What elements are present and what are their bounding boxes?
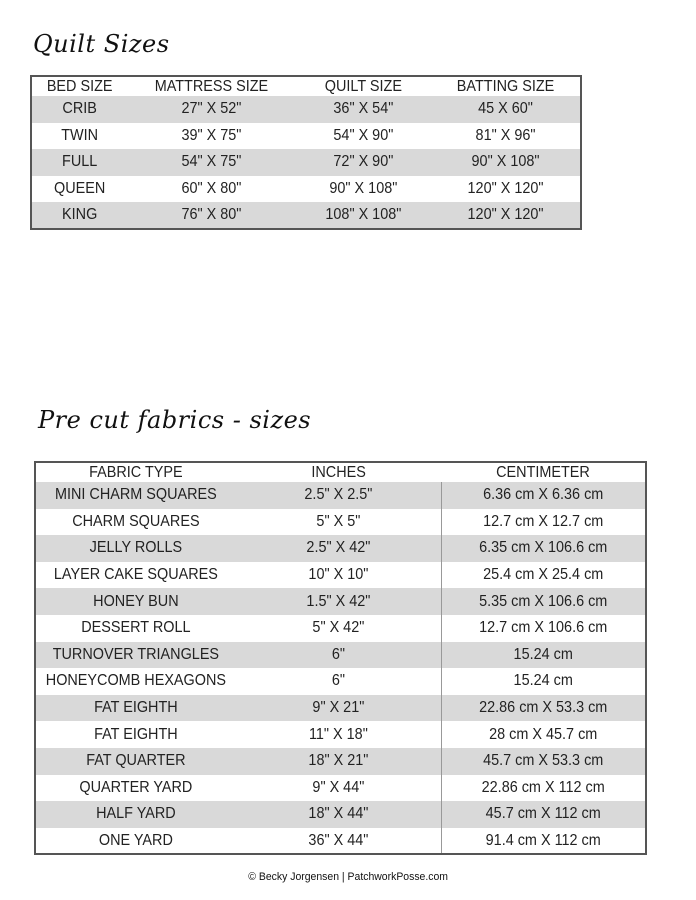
table-row [35,801,646,828]
table-row [35,509,646,536]
table-cell: 5" X 42" [312,619,365,637]
table-row [35,535,646,562]
table-cell: 54" X 75" [181,153,242,171]
table-cell: 45 X 60" [478,100,533,118]
table-cell: KING [62,205,98,223]
table-row [35,562,646,589]
table-cell: 108" X 108" [325,205,402,223]
table-row [35,615,646,642]
table-cell: TURNOVER TRIANGLES [52,645,220,663]
table-cell: FAT QUARTER [86,752,186,770]
table-cell: 36" X 54" [333,100,394,118]
table-cell: 27" X 52" [181,100,242,118]
table-cell: 11" X 18" [308,725,368,743]
table-cell: 12.7 cm X 12.7 cm [448,509,639,536]
table-row [35,695,646,722]
table-row [35,721,646,748]
header-mattress-size: MATTRESS SIZE [155,77,269,95]
table-cell: QUEEN [54,179,106,197]
table-header-row [35,462,646,482]
table-row [31,96,581,123]
quilt-sizes-table [30,75,582,230]
table-cell: 25.4 cm X 25.4 cm [448,562,639,589]
table-cell: 2.5" X 2.5" [304,486,373,504]
header-quilt-size: QUILT SIZE [325,77,403,95]
copyright-footer [0,871,696,883]
table-cell: CRIB [62,100,97,118]
table-cell: 10" X 10" [308,566,369,584]
table-cell: FAT EIGHTH [94,725,178,743]
header-fabric-type: FABRIC TYPE [89,463,183,481]
table-cell: 28 cm X 45.7 cm [448,721,639,748]
table-cell: HONEYCOMB HEXAGONS [45,672,226,690]
table-cell: 76" X 80" [181,205,242,223]
table-cell: FAT EIGHTH [94,699,178,717]
table-cell: DESSERT ROLL [81,619,191,637]
table-cell: 18" X 44" [308,805,369,823]
table-cell: 9" X 21" [312,699,365,717]
table-cell: 90" X 108" [471,153,540,171]
table-cell: LAYER CAKE SQUARES [53,566,218,584]
table-row [35,828,646,855]
table-cell: HONEY BUN [93,592,179,610]
table-cell: 6.36 cm X 6.36 cm [448,482,639,509]
table-cell: 22.86 cm X 112 cm [448,775,639,802]
header-centimeter: CENTIMETER [496,463,590,481]
header-inches: INCHES [311,463,366,481]
table-row [35,748,646,775]
table-cell: 90" X 108" [329,179,398,197]
table-row [31,123,581,150]
table-row [35,775,646,802]
table-cell: 6.35 cm X 106.6 cm [448,535,639,562]
table-cell: 91.4 cm X 112 cm [448,828,639,855]
header-batting-size: BATTING SIZE [456,77,555,95]
table-cell: 45.7 cm X 112 cm [448,801,639,828]
table-cell: 15.24 cm [448,668,639,695]
table-cell: 36" X 44" [308,831,369,849]
precut-fabrics-title: Pre cut fabrics - sizes [38,406,312,434]
footer-text: © Becky Jorgensen | PatchworkPosse.com [248,871,448,883]
header-bed-size: BED SIZE [46,77,113,95]
table-cell: 54" X 90" [333,126,394,144]
precut-fabrics-table [34,461,647,855]
table-cell: 15.24 cm [448,642,639,669]
table-cell: 120" X 120" [467,205,544,223]
table-cell: 2.5" X 42" [306,539,371,557]
table-cell: TWIN [61,126,99,144]
table-row [35,588,646,615]
table-cell: ONE YARD [98,831,173,849]
table-cell: QUARTER YARD [79,778,193,796]
table-cell: 5.35 cm X 106.6 cm [448,588,639,615]
table-cell: 120" X 120" [467,179,544,197]
table-cell: 39" X 75" [181,126,242,144]
table-cell: 1.5" X 42" [306,592,371,610]
quilt-sizes-title: Quilt Sizes [33,30,170,58]
table-cell: FULL [62,153,98,171]
table-cell: MINI CHARM SQUARES [54,486,217,504]
table-row [35,668,646,695]
table-cell: 9" X 44" [312,778,365,796]
table-row [35,642,646,669]
table-cell: 18" X 21" [308,752,369,770]
table-cell: 5" X 5" [316,512,361,530]
table-cell: 12.7 cm X 106.6 cm [448,615,639,642]
table-row [31,149,581,176]
table-cell: 6" [331,672,345,690]
table-cell: HALF YARD [96,805,176,823]
table-row [31,202,581,229]
table-cell: 45.7 cm X 53.3 cm [448,748,639,775]
table-cell: 6" [331,645,345,663]
table-cell: 72" X 90" [333,153,394,171]
table-cell: JELLY ROLLS [89,539,183,557]
table-cell: 81" X 96" [475,126,536,144]
table-header-row [31,76,581,96]
table-cell: 60" X 80" [181,179,242,197]
table-row [35,482,646,509]
table-cell: CHARM SQUARES [72,512,200,530]
table-row [31,176,581,203]
table-cell: 22.86 cm X 53.3 cm [448,695,639,722]
